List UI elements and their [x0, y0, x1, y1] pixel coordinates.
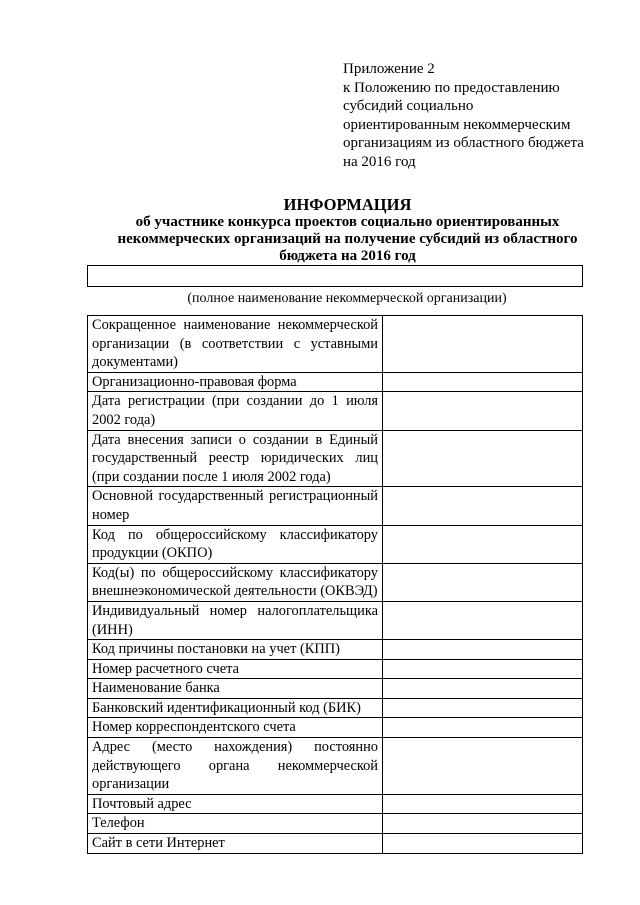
- row-value[interactable]: [383, 834, 583, 854]
- table-row: [88, 738, 583, 795]
- row-value[interactable]: [383, 698, 583, 718]
- annex-line: к Положению по предоставлению: [343, 79, 560, 96]
- row-value[interactable]: [383, 430, 583, 487]
- row-label: Банковский идентификационный код (БИК): [88, 698, 383, 718]
- row-label: Сайт в сети Интернет: [88, 834, 383, 854]
- row-label: Дата внесения записи о создании в Единый государственный реестр юридических лиц (при создании после 1 июля 2002 года): [88, 430, 383, 487]
- table-row: [88, 372, 583, 392]
- annex-line: организациям из областного бюджета: [343, 135, 584, 152]
- row-label: Индивидуальный номер налогоплательщика (ИНН): [88, 601, 383, 639]
- row-label: Телефон: [88, 814, 383, 834]
- row-value[interactable]: [383, 392, 583, 430]
- row-label: Дата регистрации (при создании до 1 июля 2002 года): [88, 392, 383, 430]
- table-row: [88, 563, 583, 601]
- annex-line: Приложение 2: [343, 61, 435, 77]
- row-label: Номер расчетного счета: [88, 659, 383, 679]
- annex-line: на 2016 год: [343, 153, 416, 170]
- row-label: Организационно-правовая форма: [88, 372, 383, 392]
- document-title: [60, 195, 635, 265]
- table-row: [88, 679, 583, 699]
- row-value[interactable]: [383, 525, 583, 563]
- row-value[interactable]: [383, 640, 583, 660]
- table-row: [88, 316, 583, 373]
- row-label: Наименование банка: [88, 679, 383, 699]
- row-label: Почтовый адрес: [88, 794, 383, 814]
- table-row: [88, 834, 583, 854]
- table-row: [88, 487, 583, 525]
- row-label: Код по общероссийскому классификатору продукции (ОКПО): [88, 525, 383, 563]
- organization-info-table: [87, 315, 583, 854]
- organization-name-field[interactable]: [87, 265, 583, 287]
- row-value[interactable]: [383, 601, 583, 639]
- row-label: Номер корреспондентского счета: [88, 718, 383, 738]
- row-value[interactable]: [383, 718, 583, 738]
- title-line: бюджета на 2016 год: [279, 248, 416, 264]
- table-row: [88, 601, 583, 639]
- table-row: [88, 718, 583, 738]
- row-value[interactable]: [383, 563, 583, 601]
- annex-line: субсидий социально: [343, 98, 474, 115]
- table-row: [88, 640, 583, 660]
- row-label: Код причины постановки на учет (КПП): [88, 640, 383, 660]
- row-value[interactable]: [383, 487, 583, 525]
- row-value[interactable]: [383, 316, 583, 373]
- row-value[interactable]: [383, 372, 583, 392]
- row-label: Сокращенное наименование некоммерческой организации (в соответствии с уставными документами): [88, 316, 383, 373]
- row-value[interactable]: [383, 679, 583, 699]
- table-row: [88, 525, 583, 563]
- title-heading: ИНФОРМАЦИЯ: [283, 195, 412, 214]
- organization-name-caption: (полное наименование некоммерческой организации): [187, 291, 507, 306]
- row-label: Код(ы) по общероссийскому классификатору внешнеэкономической деятельности (ОКВЭД): [88, 563, 383, 601]
- row-value[interactable]: [383, 794, 583, 814]
- row-value[interactable]: [383, 659, 583, 679]
- table-row: [88, 814, 583, 834]
- annex-note: [343, 60, 603, 172]
- row-label: Адрес (место нахождения) постоянно действующего органа некоммерческой организации: [88, 738, 383, 795]
- table-row: [88, 794, 583, 814]
- row-value[interactable]: [383, 814, 583, 834]
- annex-line: ориентированным некоммерческим: [343, 116, 571, 133]
- table-row: [88, 392, 583, 430]
- table-row: [88, 698, 583, 718]
- title-line: некоммерческих организаций на получение субсидий из областного: [117, 231, 578, 247]
- table-row: [88, 430, 583, 487]
- title-line: об участнике конкурса проектов социально ориентированных: [135, 214, 560, 230]
- row-label: Основной государственный регистрационный номер: [88, 487, 383, 525]
- row-value[interactable]: [383, 738, 583, 795]
- table-row: [88, 659, 583, 679]
